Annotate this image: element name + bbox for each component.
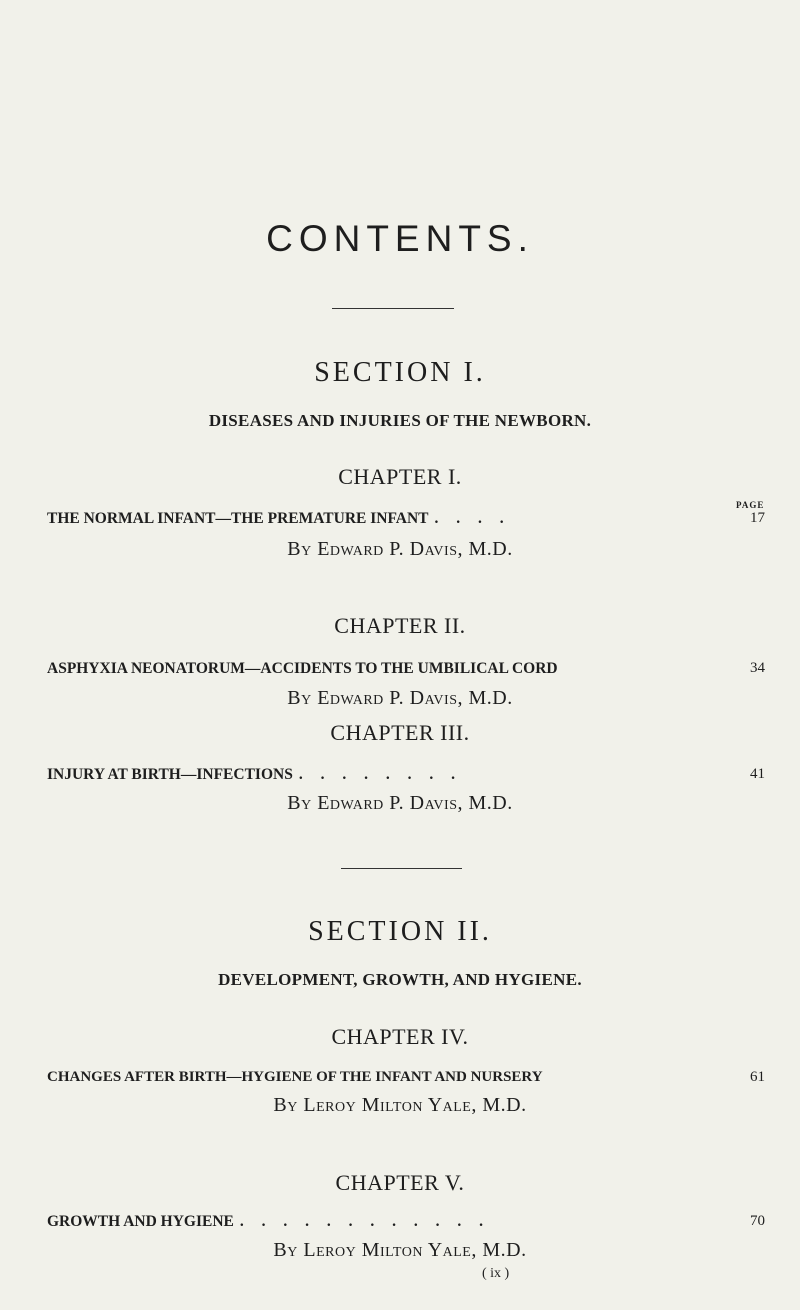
section-1-title: SECTION I.	[314, 357, 486, 388]
dot-leader: . . . . . . . . . . . .	[239, 1213, 491, 1230]
chapter-2-heading: CHAPTER II.	[334, 613, 466, 638]
section-2-subtitle: DEVELOPMENT, GROWTH, AND HYGIENE.	[218, 970, 582, 989]
page-column-label: PAGE	[736, 500, 765, 510]
toc-entry-chapter-1[interactable]	[47, 510, 765, 528]
dot-leader: . . . .	[434, 510, 511, 527]
chapter-1-heading: CHAPTER I.	[338, 464, 462, 489]
chapter-5-page: 70	[750, 1213, 765, 1229]
divider	[332, 308, 454, 309]
chapter-3-page: 41	[750, 766, 765, 782]
chapter-3-author: By Edward P. Davis, M.D.	[287, 792, 513, 814]
section-2-title: SECTION II.	[308, 916, 492, 947]
dot-leader	[543, 1069, 744, 1086]
chapter-5-author: By Leroy Milton Yale, M.D.	[273, 1239, 527, 1261]
chapter-2-title: ASPHYXIA NEONATORUM—ACCIDENTS TO THE UMBILICAL CORD	[47, 660, 558, 677]
chapter-4-title: CHANGES AFTER BIRTH—HYGIENE OF THE INFANT AND NURSERY	[47, 1069, 543, 1085]
toc-entry-chapter-3[interactable]	[47, 766, 765, 784]
chapter-4-author: By Leroy Milton Yale, M.D.	[273, 1094, 527, 1116]
chapter-5-title: GROWTH AND HYGIENE	[47, 1213, 234, 1230]
toc-entry-chapter-2[interactable]	[47, 660, 765, 678]
chapter-3-heading: CHAPTER III.	[330, 720, 470, 745]
chapter-2-page: 34	[750, 660, 765, 676]
dot-leader: . . . . . . . .	[298, 766, 462, 783]
page-number: ( ix )	[482, 1266, 510, 1281]
chapter-4-page: 61	[750, 1069, 765, 1085]
chapter-3-title: INJURY AT BIRTH—INFECTIONS	[47, 766, 293, 783]
chapter-4-heading: CHAPTER IV.	[331, 1024, 469, 1049]
chapter-1-author: By Edward P. Davis, M.D.	[287, 538, 513, 560]
toc-entry-chapter-4[interactable]	[47, 1069, 765, 1086]
chapter-5-heading: CHAPTER V.	[335, 1170, 465, 1195]
divider	[341, 868, 462, 869]
page-title: CONTENTS.	[266, 218, 534, 259]
chapter-1-page: 17	[750, 510, 765, 526]
section-1-subtitle: DISEASES AND INJURIES OF THE NEWBORN.	[208, 411, 592, 430]
chapter-1-title: THE NORMAL INFANT—THE PREMATURE INFANT	[47, 510, 429, 527]
dot-leader	[558, 660, 744, 678]
chapter-2-author: By Edward P. Davis, M.D.	[287, 687, 513, 709]
toc-entry-chapter-5[interactable]	[47, 1213, 765, 1231]
